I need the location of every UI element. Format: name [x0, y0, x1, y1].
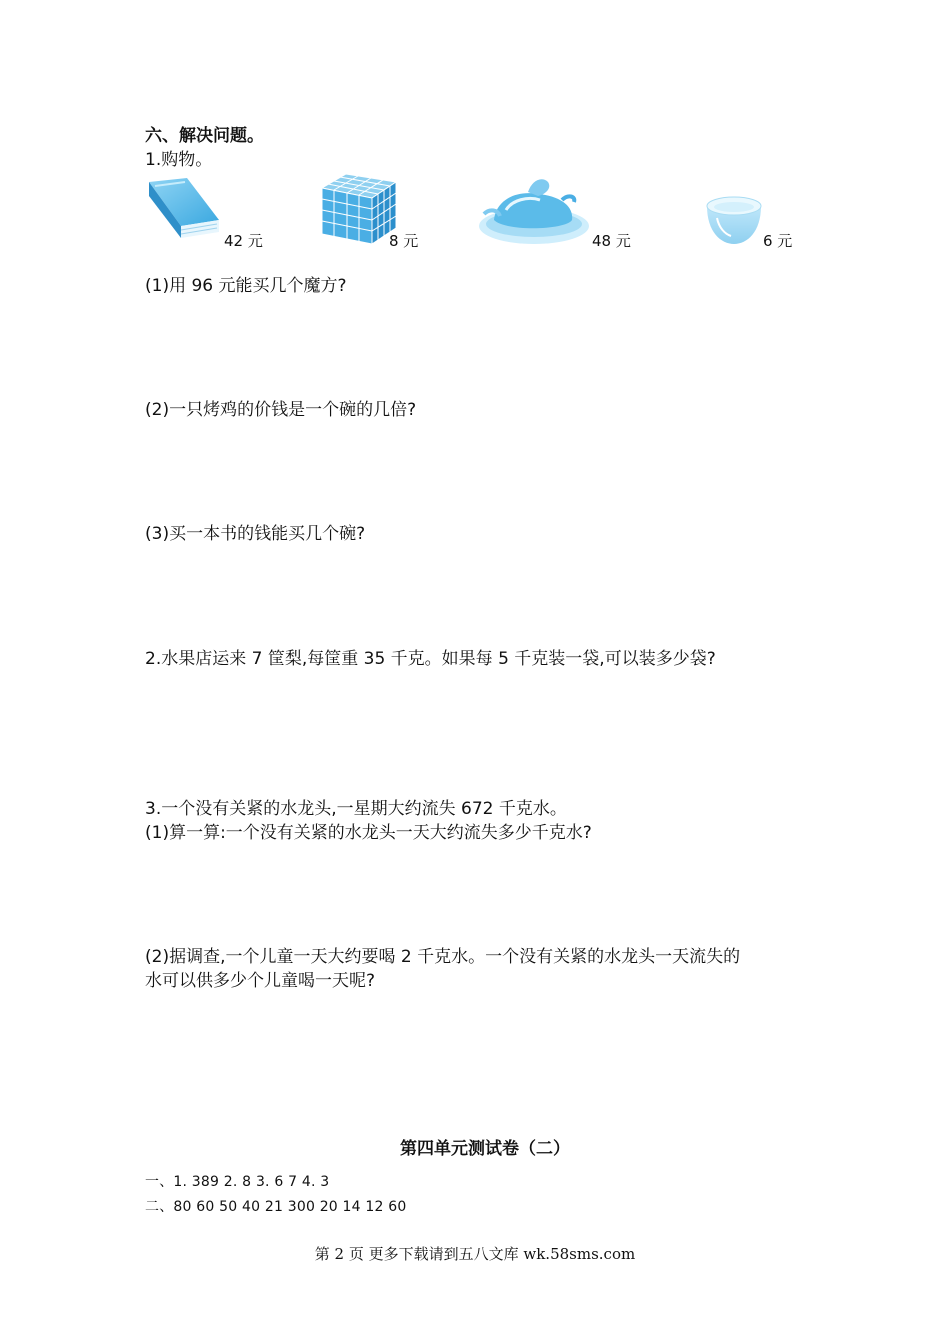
question-1-sub-1: (1)用 96 元能买几个魔方?: [145, 276, 347, 296]
question-1-sub-3: (3)买一本书的钱能买几个碗?: [145, 524, 366, 544]
question-3-sub-2-line-1: (2)据调查,一个儿童一天大约要喝 2 千克水。一个没有关紧的水龙头一天流失的: [145, 947, 741, 967]
answers-line-1: 一、1. 389 2. 8 3. 6 7 4. 3: [145, 1174, 330, 1190]
question-3-title: 3.一个没有关紧的水龙头,一星期大约流失 672 千克水。: [145, 799, 567, 819]
book-icon: [141, 176, 231, 246]
question-3-sub-2-line-2: 水可以供多少个儿童喝一天呢?: [145, 971, 376, 991]
cube-price: 8 元: [389, 232, 419, 250]
bowl-icon: [703, 192, 765, 248]
section-title: 六、解决问题。: [145, 126, 264, 146]
rubiks-cube-icon: [318, 172, 400, 246]
page-footer: 第 2 页 更多下载请到五八文库 wk.58sms.com: [314, 1245, 636, 1263]
question-3-sub-1: (1)算一算:一个没有关紧的水龙头一天大约流失多少千克水?: [145, 823, 592, 843]
roast-chicken-icon: [476, 170, 591, 248]
chicken-price: 48 元: [592, 232, 631, 250]
answers-title: 第四单元测试卷（二）: [400, 1139, 570, 1159]
question-2: 2.水果店运来 7 筐梨,每筐重 35 千克。如果每 5 千克装一袋,可以装多少袋?: [145, 649, 716, 669]
bowl-price: 6 元: [763, 232, 793, 250]
question-1-sub-2: (2)一只烤鸡的价钱是一个碗的几倍?: [145, 400, 417, 420]
book-price: 42 元: [224, 232, 263, 250]
question-1-title: 1.购物。: [145, 150, 213, 170]
answers-line-2: 二、80 60 50 40 21 300 20 14 12 60: [145, 1199, 407, 1215]
